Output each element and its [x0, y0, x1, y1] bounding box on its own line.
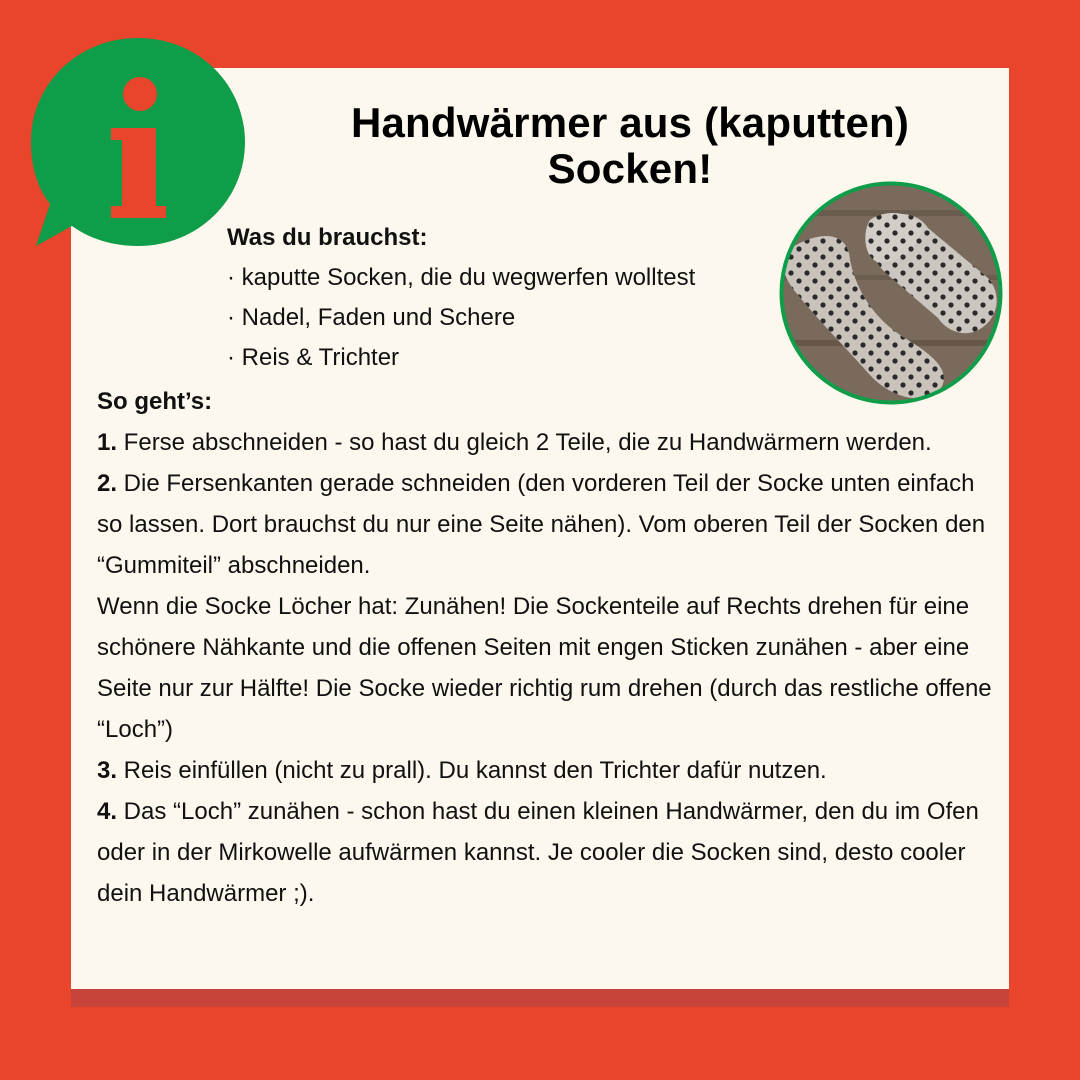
step-2 [97, 463, 1002, 586]
materials-list [227, 258, 787, 378]
step-4 [97, 791, 1002, 914]
step-text: Das “Loch” zunähen - schon hast du einen kleinen Handwärmer, den du im Ofen oder in der Mirkowelle aufwärmen kannst. Je cooler die Socken sind, desto cooler dein Handwärmer ;). [97, 798, 979, 907]
step-1 [97, 422, 1002, 463]
step-number: 3. [97, 757, 118, 784]
page-title: Handwärmer aus (kaputten) Socken! [350, 99, 910, 192]
materials-section [227, 218, 787, 378]
list-item: · Nadel, Faden und Schere [227, 298, 787, 338]
step-3 [97, 750, 1002, 791]
step-text: Die Fersenkanten gerade schneiden (den vorderen Teil der Socke unten einfach so lassen. Dort brauchst du nur eine Seite nähen). Vom oberen Teil der Socken den “Gummiteil” abschneiden. [97, 470, 986, 579]
step-number: 4. [97, 798, 118, 825]
info-icon [28, 36, 248, 250]
step-number: 2. [97, 470, 118, 497]
step-text: Wenn die Socke Löcher hat: Zunähen! Die Sockenteile auf Rechts drehen für eine schönere Nähkante und die offenen Seiten mit engen Sticken zunähen - aber eine Seite nur zur Hälfte! Die Socke wieder richtig rum drehen (durch das restliche offene “Loch”) [97, 593, 992, 743]
instructions-heading: So geht’s: [97, 388, 213, 415]
step-2-continued [97, 586, 1002, 750]
instructions-section [97, 381, 1002, 914]
socks-photo [778, 180, 1004, 406]
materials-heading: Was du brauchst: [227, 224, 428, 251]
step-text: Ferse abschneiden - so hast du gleich 2 Teile, die zu Handwärmern werden. [117, 429, 932, 456]
list-item: · Reis & Trichter [227, 338, 787, 378]
step-text: Reis einfüllen (nicht zu prall). Du kannst den Trichter dafür nutzen. [117, 757, 827, 784]
list-item: · kaputte Socken, die du wegwerfen wolltest [227, 258, 787, 298]
step-number: 1. [97, 429, 118, 456]
